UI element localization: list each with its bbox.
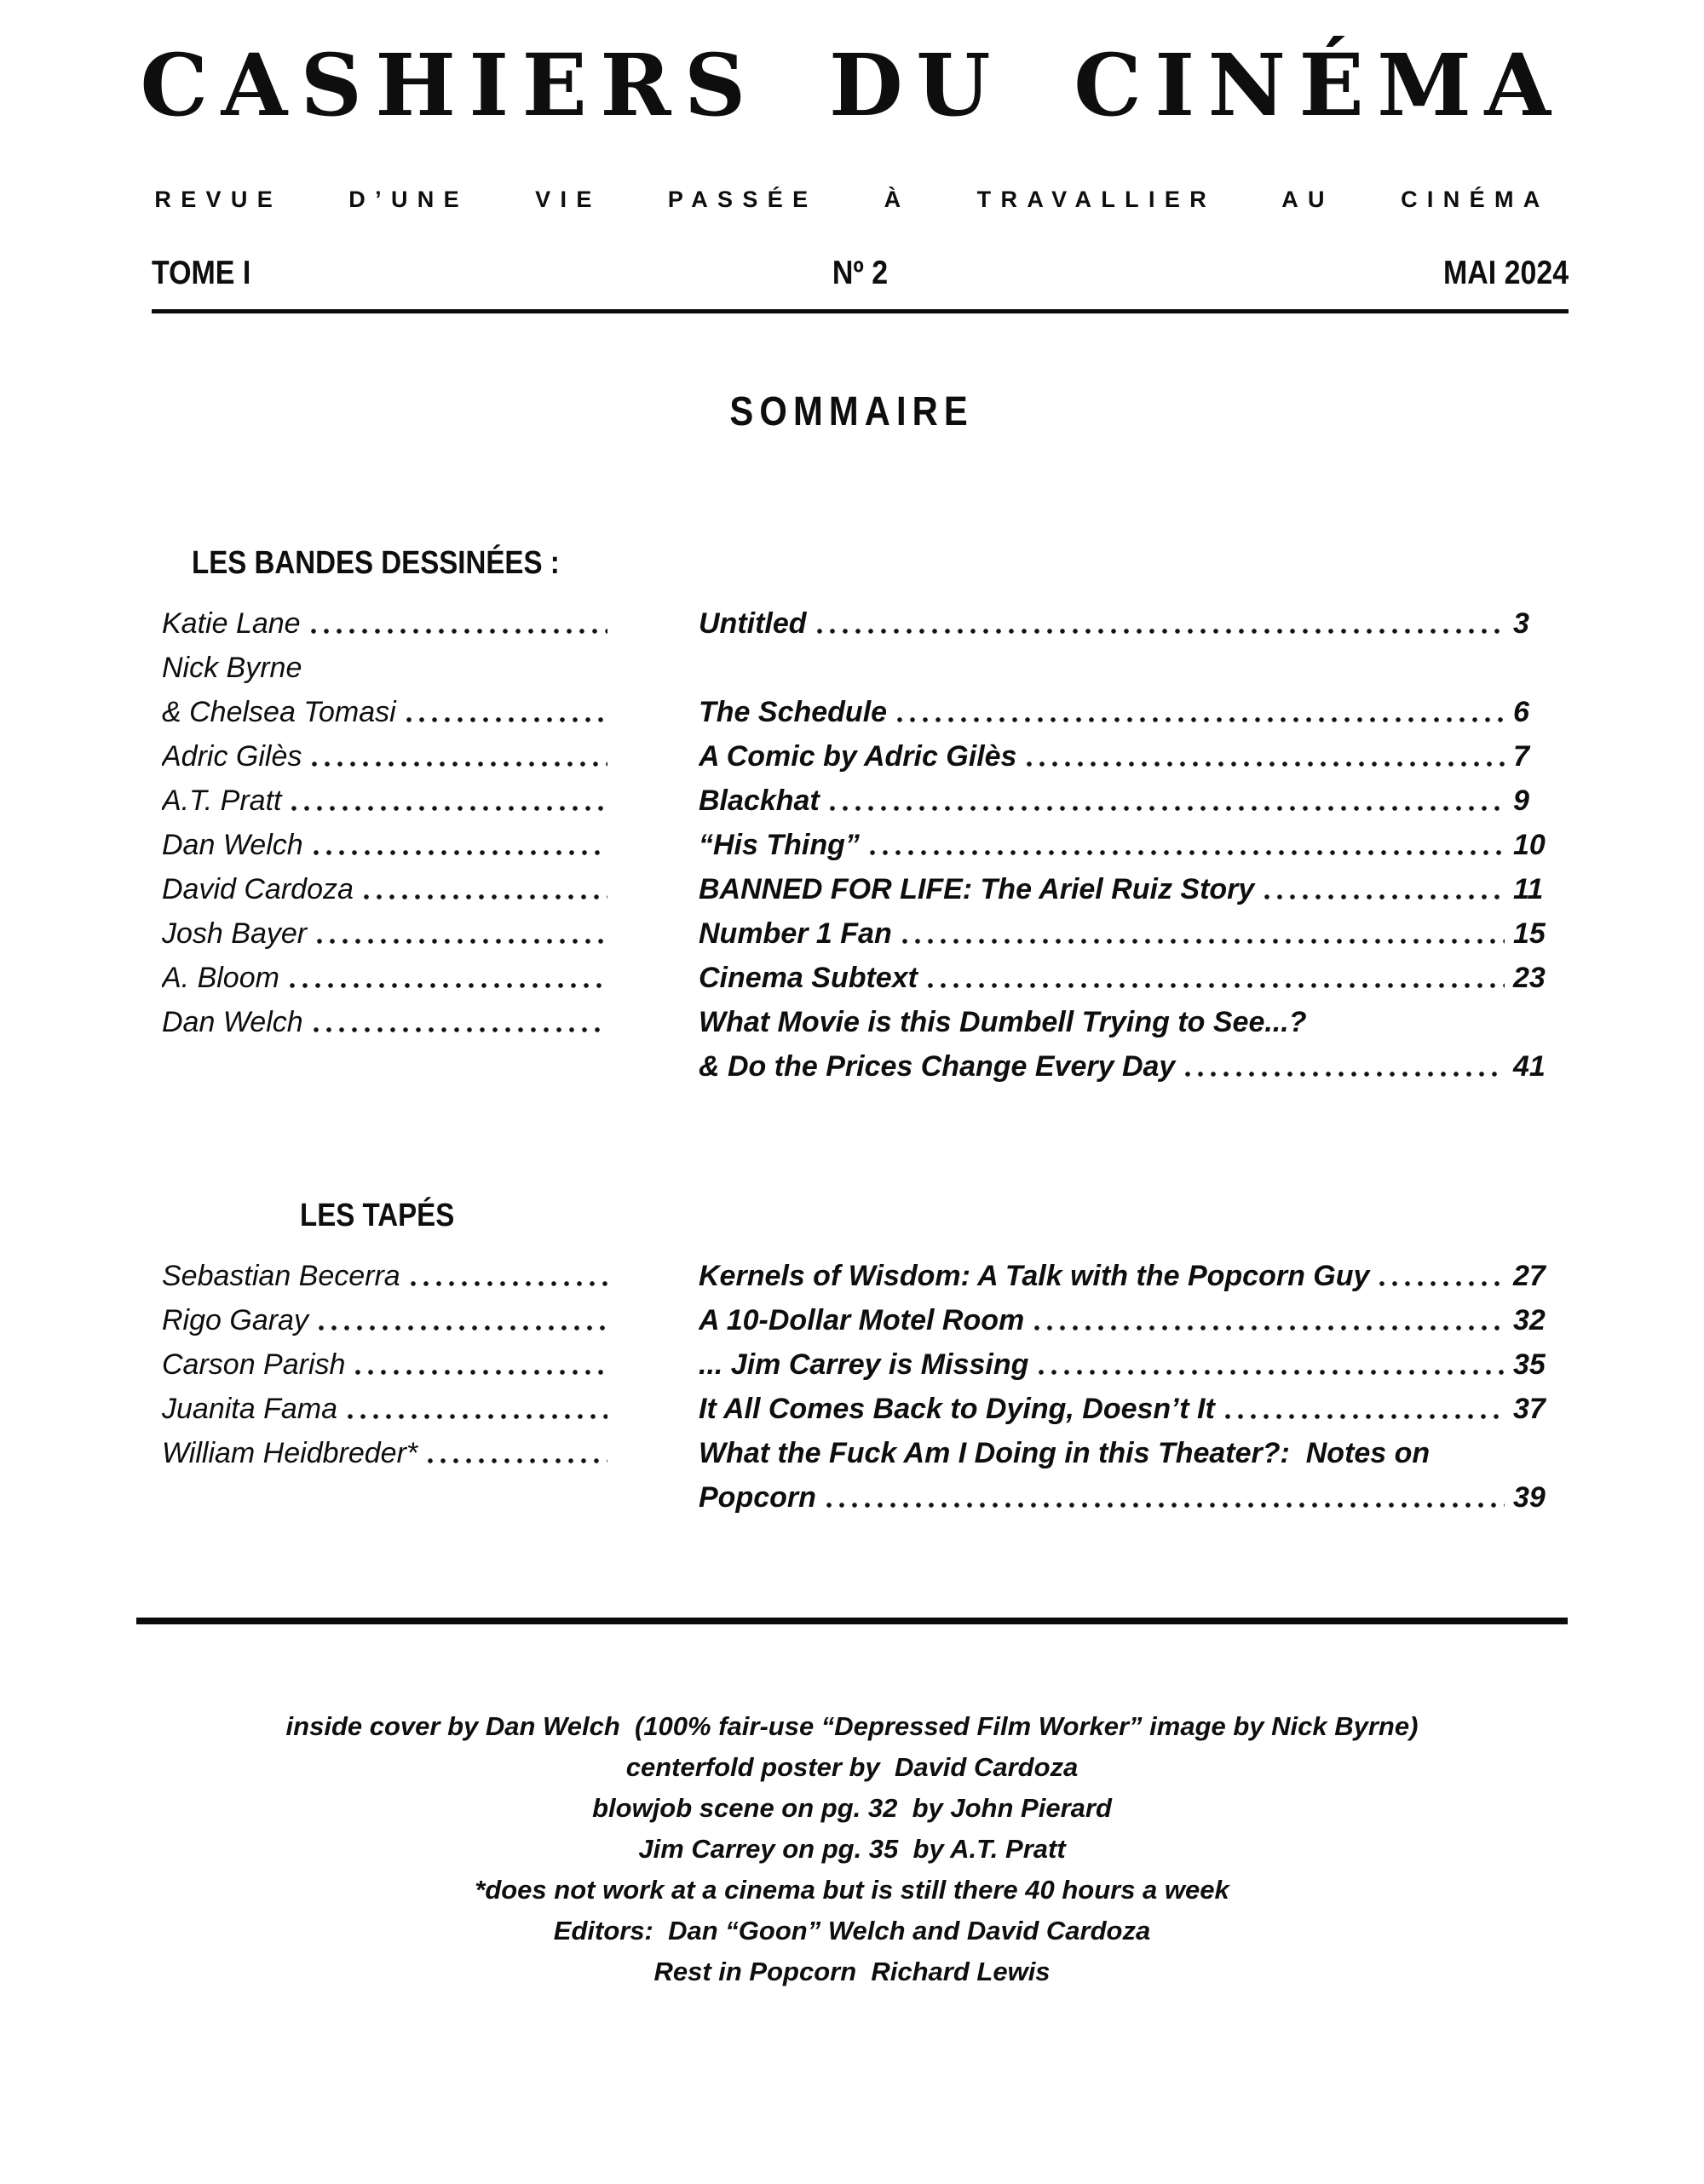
author-name: Nick Byrne <box>162 651 302 684</box>
entry-title: What the Fuck Am I Doing in this Theater?: Notes on <box>699 1436 1431 1469</box>
title-cell <box>699 822 1568 866</box>
author-cell <box>162 822 609 866</box>
header-rule <box>152 309 1569 313</box>
toc-row <box>162 911 1568 955</box>
toc-row <box>162 733 1568 778</box>
toc-row <box>162 645 1568 689</box>
toc-row <box>162 822 1568 866</box>
author-cell <box>162 1253 609 1297</box>
title-cell <box>699 778 1568 822</box>
leader-dots <box>290 983 607 988</box>
entry-title: A 10-Dollar Motel Room <box>699 1303 1025 1336</box>
leader-dots <box>406 717 607 722</box>
author-cell <box>162 733 609 778</box>
author-cell <box>162 1297 609 1342</box>
author-name: Dan Welch <box>162 1005 303 1038</box>
entry-title: Kernels of Wisdom: A Talk with the Popcorn Guy <box>699 1259 1370 1292</box>
entry-title: Number 1 Fan <box>699 917 892 950</box>
page-number: 3 <box>1513 606 1529 640</box>
leader-dots <box>870 850 1505 855</box>
title-cell <box>699 1342 1568 1386</box>
author-cell <box>162 1386 609 1430</box>
page-number: 10 <box>1513 828 1546 861</box>
toc-row <box>162 778 1568 822</box>
leader-dots <box>1034 1325 1505 1331</box>
author-name: Carson Parish <box>162 1348 346 1381</box>
leader-dots <box>817 629 1505 634</box>
leader-dots <box>902 939 1505 944</box>
magazine-subtitle: REVUE D’UNE VIE PASSÉE À TRAVALLIER AU CINÉMA <box>154 187 1550 212</box>
page-number: 35 <box>1513 1348 1546 1381</box>
author-cell <box>162 1430 609 1474</box>
title-cell <box>699 689 1568 733</box>
author-name: Adric Gilès <box>162 739 302 773</box>
entry-title: A Comic by Adric Gilès <box>699 739 1017 773</box>
entry-title: “His Thing” <box>699 828 860 861</box>
toc <box>162 544 1568 1518</box>
author-name: A.T. Pratt <box>162 784 282 817</box>
author-cell <box>162 1342 609 1386</box>
page-number: 32 <box>1513 1303 1546 1336</box>
title-cell <box>699 733 1568 778</box>
credit-line: centerfold poster by David Cardoza <box>625 1751 1079 1782</box>
leader-dots <box>411 1281 607 1286</box>
author-name: David Cardoza <box>162 872 354 905</box>
toc-row <box>162 999 1568 1043</box>
leader-dots <box>1379 1281 1505 1286</box>
title-cell <box>699 1297 1568 1342</box>
author-name: Josh Bayer <box>162 917 308 950</box>
author-cell <box>162 955 609 999</box>
entry-title: ... Jim Carrey is Missing <box>699 1348 1029 1381</box>
sommaire-heading-text: SOMMAIRE <box>729 389 975 435</box>
credit-line: Editors: Dan “Goon” Welch and David Cardoza <box>553 1915 1151 1945</box>
author-name: Juanita Fama <box>162 1392 337 1425</box>
page-number: 11 <box>1513 872 1544 905</box>
title-cell <box>699 645 1568 689</box>
entry-title: & Do the Prices Change Every Day <box>699 1049 1176 1083</box>
entry-title: Cinema Subtext <box>699 961 918 994</box>
leader-dots <box>317 939 607 944</box>
title-cell <box>699 601 1568 645</box>
toc-row <box>162 1297 1568 1342</box>
author-cell <box>162 689 609 733</box>
author-cell <box>162 911 609 955</box>
author-name: Sebastian Becerra <box>162 1259 400 1292</box>
toc-row <box>162 955 1568 999</box>
toc-row <box>162 1253 1568 1297</box>
leader-dots <box>830 806 1505 811</box>
page-number: 6 <box>1513 695 1529 728</box>
leader-dots <box>1264 894 1505 899</box>
entry-title: BANNED FOR LIFE: The Ariel Ruiz Story <box>699 872 1255 905</box>
author-name: William Heidbreder* <box>162 1436 418 1469</box>
section-heading <box>162 544 1568 583</box>
credit-line: inside cover by Dan Welch (100% fair-use “Depressed Film Worker” image by Nick Byrne) <box>285 1710 1419 1741</box>
author-name: Katie Lane <box>162 606 301 640</box>
leader-dots <box>897 717 1505 722</box>
section-rows <box>162 1253 1568 1519</box>
entry-title: Blackhat <box>699 784 820 817</box>
section-heading-text: LES BANDES DESSINÉES : <box>192 545 560 582</box>
credit-line: blowjob scene on pg. 32 by John Pierard <box>592 1792 1112 1823</box>
leader-dots <box>364 894 607 899</box>
issue-info-row <box>152 256 1569 292</box>
issue-date: MAI 2024 <box>1442 255 1569 292</box>
leader-dots <box>319 1325 607 1331</box>
page-number: 9 <box>1513 784 1529 817</box>
author-cell <box>162 1043 609 1088</box>
page-number: 41 <box>1513 1049 1546 1083</box>
credits <box>0 1706 1704 1992</box>
leader-dots <box>314 850 607 855</box>
leader-dots <box>314 1027 607 1032</box>
toc-row <box>162 1474 1568 1519</box>
footer-rule <box>136 1618 1568 1624</box>
toc-row <box>162 1043 1568 1088</box>
title-cell <box>699 955 1568 999</box>
author-name: Rigo Garay <box>162 1303 308 1336</box>
title-cell <box>699 1386 1568 1430</box>
toc-row <box>162 689 1568 733</box>
title-cell <box>699 866 1568 911</box>
credit-line: Jim Carrey on pg. 35 by A.T. Pratt <box>638 1833 1066 1864</box>
author-cell <box>162 645 609 689</box>
title-cell <box>699 1253 1568 1297</box>
page-number: 39 <box>1513 1480 1546 1514</box>
entry-title: What Movie is this Dumbell Trying to See...? <box>699 1005 1307 1038</box>
page-number: 7 <box>1513 739 1529 773</box>
leader-dots <box>428 1458 607 1463</box>
tome-label: TOME I <box>152 255 251 292</box>
entry-title: It All Comes Back to Dying, Doesn’t It <box>699 1392 1215 1425</box>
toc-row <box>162 601 1568 645</box>
leader-dots <box>928 983 1505 988</box>
section-heading <box>162 1197 1568 1236</box>
author-cell <box>162 778 609 822</box>
entry-title: Popcorn <box>699 1480 816 1514</box>
toc-row <box>162 1430 1568 1474</box>
toc-row <box>162 1342 1568 1386</box>
author-cell <box>162 866 609 911</box>
author-cell <box>162 999 609 1043</box>
credit-line: Rest in Popcorn Richard Lewis <box>653 1956 1051 1986</box>
page-number: 15 <box>1513 917 1546 950</box>
leader-dots <box>1027 762 1505 767</box>
leader-dots <box>1225 1414 1505 1419</box>
leader-dots <box>355 1370 607 1375</box>
leader-dots <box>291 806 607 811</box>
page-number: 37 <box>1513 1392 1546 1425</box>
title-cell <box>699 999 1568 1043</box>
title-cell <box>699 1430 1568 1474</box>
author-name: & Chelsea Tomasi <box>162 695 396 728</box>
credit-line: *does not work at a cinema but is still there 40 hours a week <box>475 1874 1229 1905</box>
author-name: A. Bloom <box>162 961 279 994</box>
toc-row <box>162 866 1568 911</box>
leader-dots <box>826 1503 1505 1508</box>
page-number: 27 <box>1513 1259 1546 1292</box>
author-cell <box>162 601 609 645</box>
leader-dots <box>1039 1370 1505 1375</box>
magazine-title: CASHIERS DU CINÉMA <box>140 35 1564 135</box>
section-rows <box>162 601 1568 1088</box>
toc-row <box>162 1386 1568 1430</box>
issue-number: Nº 2 <box>832 255 889 292</box>
leader-dots <box>348 1414 607 1419</box>
leader-dots <box>312 762 607 767</box>
author-cell <box>162 1474 609 1519</box>
entry-title: The Schedule <box>699 695 888 728</box>
section-heading-text: LES TAPÉS <box>300 1198 455 1234</box>
page-number: 23 <box>1513 961 1546 994</box>
zine-toc-page <box>0 35 1704 2184</box>
leader-dots <box>311 629 607 634</box>
title-cell <box>699 911 1568 955</box>
author-name: Dan Welch <box>162 828 303 861</box>
leader-dots <box>1185 1072 1505 1077</box>
sommaire-heading <box>0 388 1704 435</box>
title-cell <box>699 1474 1568 1519</box>
entry-title: Untitled <box>699 606 807 640</box>
title-cell <box>699 1043 1568 1088</box>
